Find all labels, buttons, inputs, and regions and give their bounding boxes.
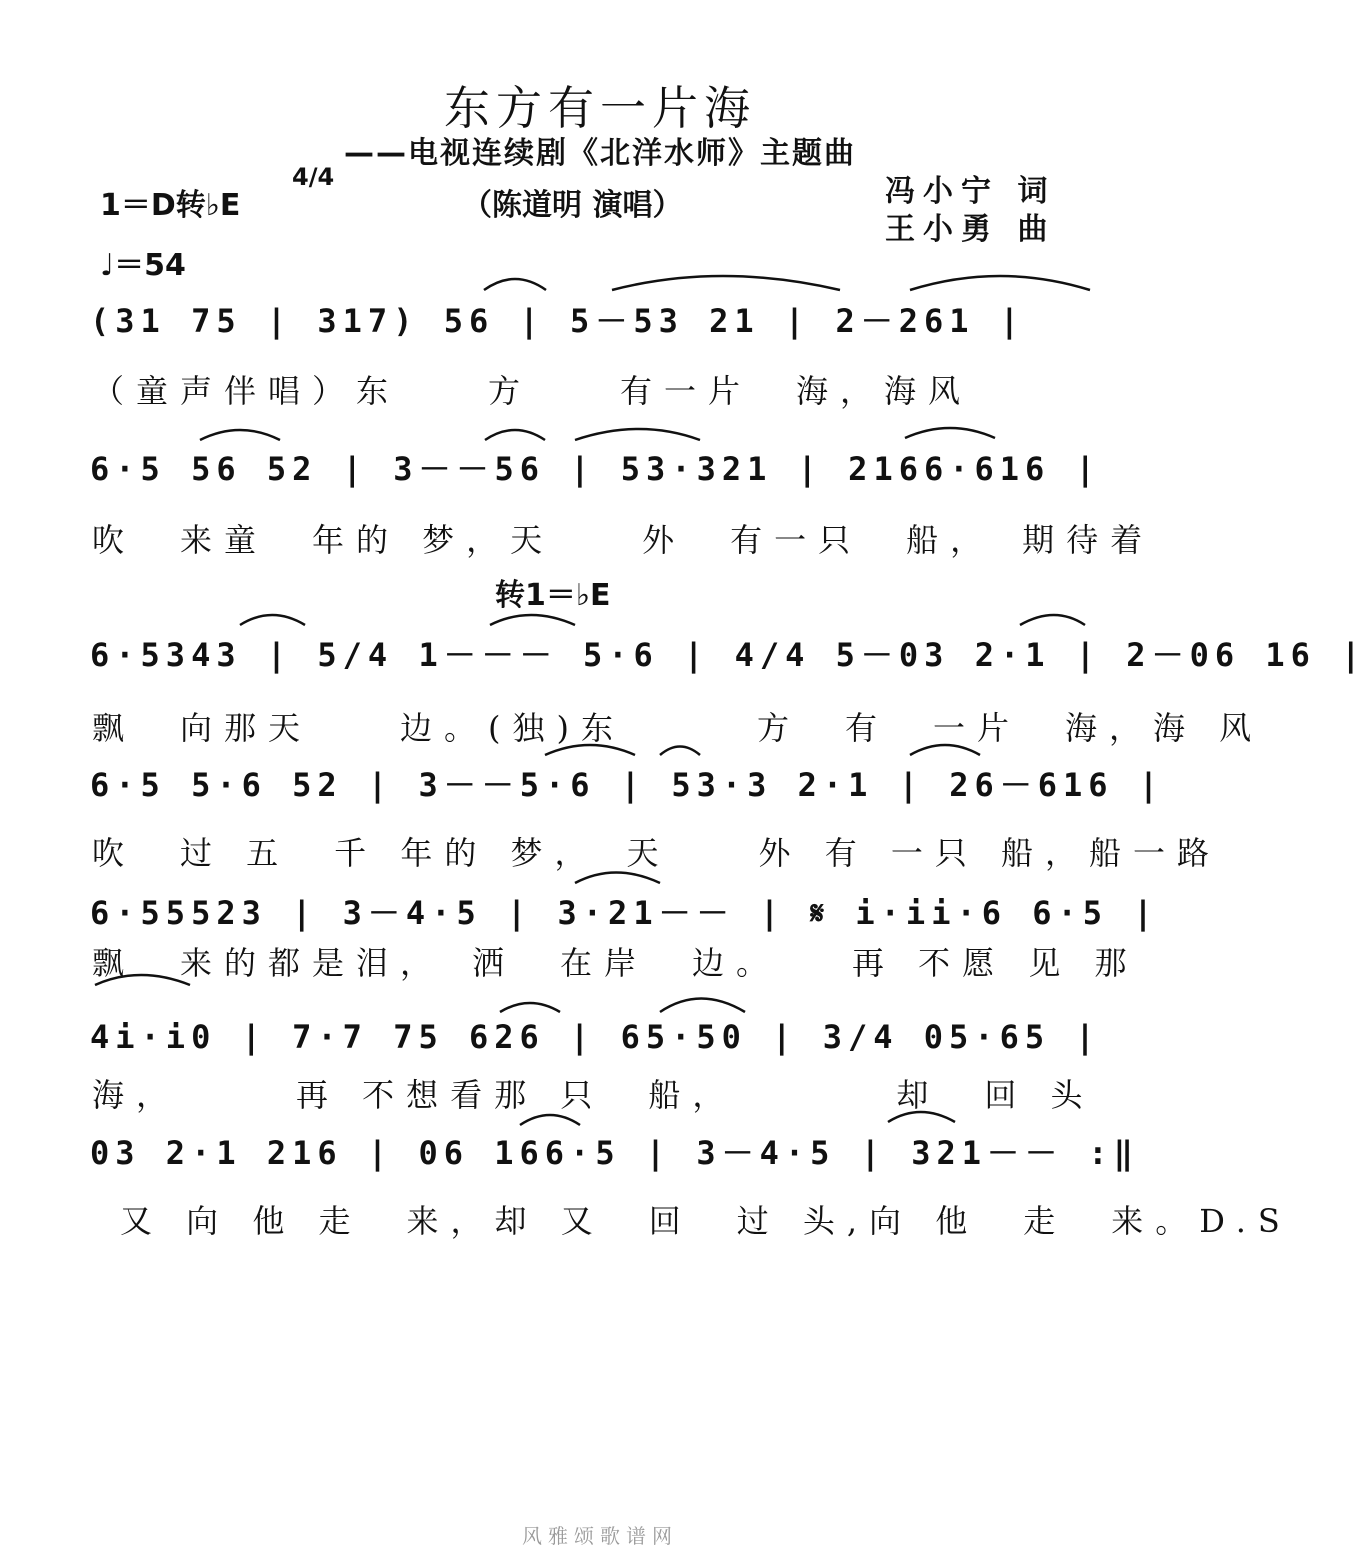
slur-arc — [240, 615, 305, 625]
notation-line-2: 6·5 56 52 | 3－－56 | 53·321 | 2166·616 | — [90, 450, 1101, 488]
lyric-line-7: 又 向 他 走 来，却 又 回 过 头,向 他 走 来。D.S — [120, 1202, 1292, 1240]
slur-arc — [520, 1115, 580, 1125]
slur-arc — [500, 1003, 560, 1012]
notation-line-4: 6·5 5·6 52 | 3－－5·6 | 53·3 2·1 | 26－616 | — [90, 766, 1165, 804]
slur-arc — [490, 615, 575, 625]
lyric-line-1: （童声伴唱）东 方 有一片 海，海风 — [92, 372, 973, 410]
song-title: 东方有一片海 — [444, 81, 756, 135]
lyric-line-4: 吹 过 五 千 年的 梦， 天 外 有 一只 船，船一路 — [92, 834, 1222, 872]
performer: （陈道明 演唱） — [462, 188, 683, 223]
time-signature: 4/4 — [292, 163, 335, 191]
tempo-marking: ♩＝54 — [100, 248, 186, 283]
slur-arc — [575, 873, 660, 884]
key-signature: 1＝D转♭E — [100, 188, 241, 223]
lyric-line-2: 吹 来童 年的 梦，天 外 有一只 船， 期待着 — [92, 521, 1155, 559]
notation-line-5: 6·55523 | 3－4·5 | 3·21－－ | 𝄋 i·ii·6 6·5 | — [90, 894, 1159, 932]
song-subtitle: ——电视连续剧《北洋水师》主题曲 — [344, 136, 856, 171]
lyric-line-5: 飘 来的都是泪， 洒 在岸 边。 再 不愿 见 那 — [92, 944, 1139, 982]
slur-arc — [660, 999, 745, 1013]
notation-line-7: 03 2·1 216 | 06 166·5 | 3－4·5 | 321－－ :‖ — [90, 1134, 1139, 1172]
notation-line-3: 6·5343 | 5/4 1－－－ 5·6 | 4/4 5－03 2·1 | 2－06 16 | — [90, 636, 1366, 674]
slur-arc — [200, 430, 280, 440]
composer: 王小勇 曲 — [885, 212, 1056, 247]
slur-arc — [575, 429, 700, 440]
watermark: 风雅颂歌谱网 — [522, 1524, 678, 1548]
slur-arc — [910, 276, 1090, 290]
slur-arc — [1020, 615, 1085, 625]
lyricist: 冯小宁 词 — [885, 174, 1056, 209]
notation-line-6: 4i·i0 | 7·7 75 626 | 65·50 | 3/4 05·65 | — [90, 1018, 1101, 1056]
slur-arc — [905, 428, 995, 438]
slur-arc — [612, 276, 840, 290]
slur-arc — [485, 430, 545, 440]
slur-arc — [484, 279, 546, 290]
lyric-line-3: 飘 向那天 边。(独)东 方 有 一片 海，海 风 — [92, 709, 1264, 747]
modulation-marking: 转1＝♭E — [495, 578, 611, 613]
lyric-line-6: 海， 再 不想看那 只 船， 却 回 头 — [92, 1076, 1095, 1114]
notation-line-1: (31 75 | 317) 56 | 5－53 21 | 2－261 | — [90, 302, 1026, 340]
